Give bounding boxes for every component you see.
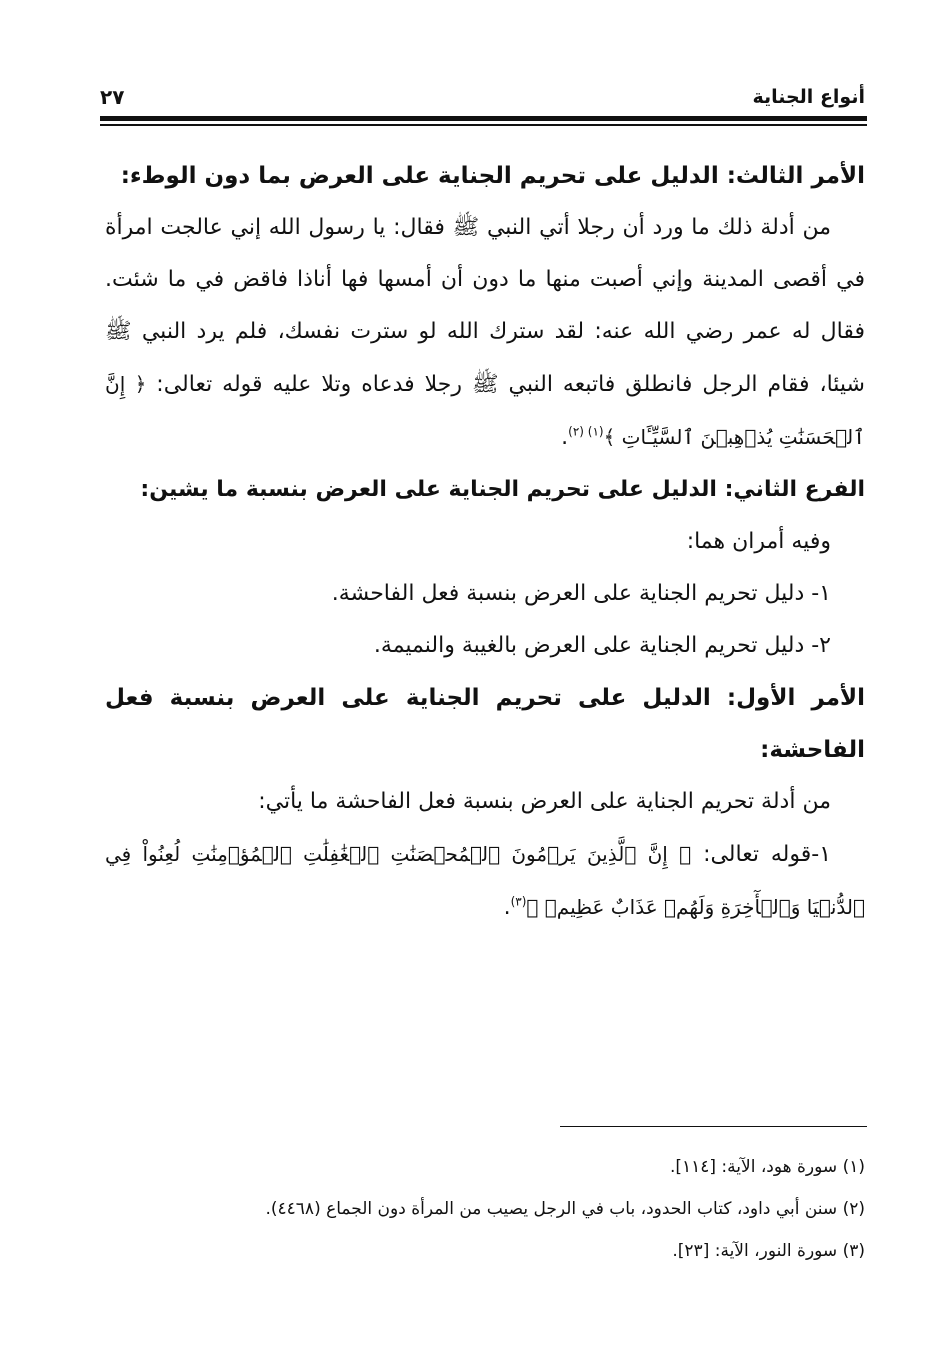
footnote-3: (٣) سورة النور، الآية: [٢٣]. [672,1241,865,1261]
paragraph-end-mark: . [561,425,569,450]
footnote-2: (٢) سنن أبي داود، كتاب الحدود، باب في الرجل يصيب من المرأة دون الجماع (٤٤٦٨). [265,1199,865,1219]
heading-first-matter: الأمر الأول: الدليل على تحريم الجناية على العرض بنسبة فعل الفاحشة: [105,685,865,763]
footnote-separator [560,1126,867,1127]
intro-evidence: من أدلة تحريم الجناية على العرض بنسبة فعل الفاحشة ما يأتي: [258,789,831,814]
footnote-ref-3: (٣) [510,894,527,909]
header-rule-thick [100,116,867,121]
heading-third-matter: الأمر الثالث: الدليل على تحريم الجناية على العرض بما دون الوطء: [120,163,865,189]
paragraph-evidence-text: من أدلة ذلك ما ورد أن رجلا أتي النبي ﷺ فقال: يا رسول الله إني عالجت امرأة في أقصى المدينة وإني أصبت منها ما دون أن أمسها فها أناذا فاقض في ما شئت. فقال له عمر رضي الله عنه: لقد سترك الله لو سترت نفسك، فلم يرد النبي ﷺ شيئا، فقام الرجل فانطلق فاتبعه النبي ﷺ رجلا فدعاه وتلا عليه قوله تعالى: [105,215,865,397]
footnote-ref-1-2: (١) (٢) [568,424,604,439]
list-item: ١- دليل تحريم الجناية على العرض بنسبة فعل الفاحشة. [331,581,831,606]
heading-second-branch: الفرع الثاني: الدليل على تحريم الجناية على العرض بنسبة ما يشين: [140,477,865,502]
paragraph-evidence [105,202,865,464]
evidence-item-1-label: ١-قوله تعالى: [703,842,832,867]
list-item: ٢- دليل تحريم الجناية على العرض بالغيبة والنميمة. [373,633,831,658]
header-rule-thin [100,124,867,126]
footnotes [105,1146,865,1272]
quran-verse-nur: ﴿ إِنَّ ٱلَّذِينَ يَرۡمُونَ ٱلۡمُحۡصَنَٰتِ ٱلۡغَٰفِلَٰتِ ٱلۡمُؤۡمِنَٰتِ لُعِنُواْ فِي ٱلدُّنۡيَا وَٱلۡأٓخِرَةِ وَلَهُمۡ عَذَابٌ عَظِيمٞ ﴾ [105,842,865,919]
body-text [105,150,865,934]
intro-two-matters: وفيه أمران هما: [686,529,831,554]
evidence-item-1-end: . [503,895,511,920]
running-title: أنواع الجناية [752,86,865,108]
page-number: ٢٧ [100,85,125,109]
evidence-item-1 [105,828,865,934]
quran-verse-hud: ﴿ إِنَّ ٱلۡحَسَنَٰتِ يُذۡهِبۡنَ ٱلسَّيِّـَٔاتِ ﴾ [105,372,865,449]
footnote-1: (١) سورة هود، الآية: [١١٤]. [669,1157,865,1177]
